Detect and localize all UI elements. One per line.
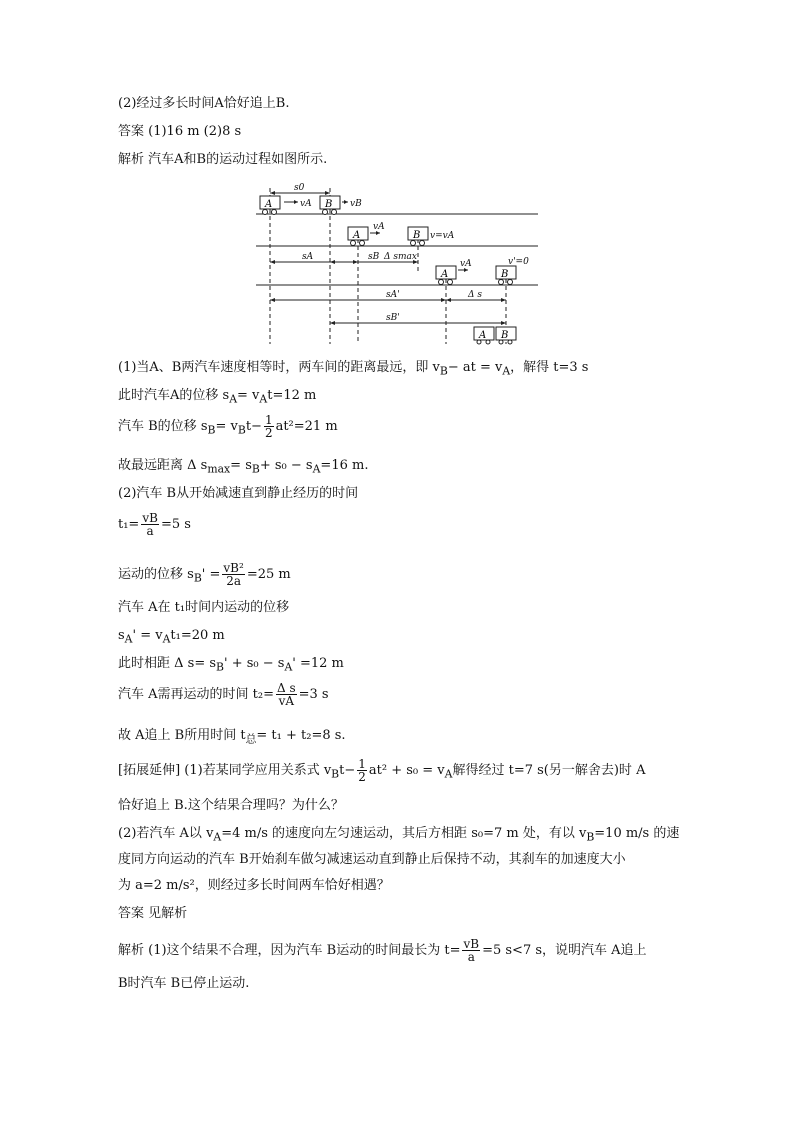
label-s0: s0 bbox=[294, 183, 305, 193]
sol-line-3: 汽车 B的位移 $s_B= v_Bt-$ $\frac{1}{2}$ at²=21 m bbox=[118, 413, 338, 440]
car-b-final bbox=[496, 327, 516, 344]
sol-line-7: 运动的位移 $s_B'$ = $\frac{\text{vB²}}{2a}$ =25 m bbox=[118, 561, 291, 588]
fraction-ds-over-va: $\frac{\text{Δ s}}{vA}$ bbox=[276, 681, 296, 708]
extension-line-3: (2)若汽车 A以 $v_A=4$ m/s 的速度向左匀速运动，其后方相距 s₀=7 m 处，有以 $v_B=10$ m/s 的速 bbox=[118, 826, 680, 844]
label-v-equal: v=vA bbox=[430, 231, 455, 241]
label-va-2: vA bbox=[373, 222, 385, 232]
sol-line-4: 故最远距离 Δ $s_{max}= s_B+ s_0 - s_A=16$ m. bbox=[118, 458, 369, 476]
answer-2: 答案 见解析 bbox=[118, 906, 188, 921]
svg-text:B: B bbox=[325, 199, 333, 210]
answer-line: 答案 (1)16 m (2)8 s bbox=[118, 124, 242, 139]
svg-text:A: A bbox=[479, 330, 487, 341]
extension-line-5: 为 a=2 m/s²，则经过多长时间两车恰好相遇？ bbox=[118, 878, 390, 893]
label-sa-prime: sA' bbox=[386, 290, 400, 300]
final-analysis-line-1: 解析 (1)这个结果不合理，因为汽车 B运动的时间最长为 t= $\frac{vB}{a}$ =5 s<7 s，说明汽车 A追上 bbox=[118, 937, 647, 964]
fraction-vb-over-a-2: $\frac{vB}{a}$ bbox=[463, 937, 480, 964]
car-a-final bbox=[474, 327, 494, 344]
fraction-vb-over-a: $\frac{vB}{a}$ bbox=[142, 511, 158, 538]
label-va: vA bbox=[300, 199, 312, 209]
label-sa: sA bbox=[302, 252, 314, 262]
sol-line-2: 此时汽车A的位移 $s_A= v_At=12$ m bbox=[118, 388, 317, 406]
label-va-3: vA bbox=[460, 259, 472, 269]
label-vb: vB bbox=[350, 199, 362, 209]
sol-line-5: (2)汽车 B从开始减速直到静止经历的时间 bbox=[118, 486, 359, 501]
sol-line-8: 汽车 A在 t₁时间内运动的位移 bbox=[118, 600, 290, 615]
sol-line-10: 此时相距 Δ $s= s_B' + s_0 - s_A' =12$ m bbox=[118, 656, 344, 674]
svg-text:A: A bbox=[353, 230, 361, 241]
extension-line-4: 度同方向运动的汽车 B开始刹车做匀减速运动直到静止后保持不动，其刹车的加速度大小 bbox=[118, 852, 626, 867]
sol-line-12: 故 A追上 B所用时间 $t_总= t_1 + t_2=8$ s. bbox=[118, 728, 346, 746]
svg-text:A: A bbox=[265, 199, 273, 210]
extension-line-2: 恰好追上 B.这个结果合理吗？为什么？ bbox=[118, 798, 344, 813]
sol-line-9: $s_A' = v_At_1=20$ m bbox=[118, 628, 225, 646]
svg-text:B: B bbox=[501, 269, 509, 280]
fraction-vb2-over-2a: $\frac{\text{vB²}}{2a}$ bbox=[223, 561, 244, 588]
extension-line-1: [拓展延伸] (1)若某同学应用关系式 $v_Bt-$ $\frac{1}{2}$ $at^2 + s_0 = v_A$解得经过 t=7 s(另一解舍去)时 A bbox=[118, 757, 646, 784]
label-v-zero: v'=0 bbox=[508, 257, 529, 267]
label-sb: sB bbox=[368, 252, 380, 262]
label-ds-max: Δ smax bbox=[384, 252, 417, 262]
sol-line-1: (1)当A、B两汽车速度相等时，两车间的距离最远，即 $v_B-$ at = $v_A$，解得 t=3 s bbox=[118, 360, 589, 378]
label-ds: Δ s bbox=[468, 290, 482, 300]
label-sb-prime: sB' bbox=[386, 313, 400, 323]
fraction-half: $\frac{1}{2}$ bbox=[264, 413, 273, 440]
svg-text:A: A bbox=[441, 269, 449, 280]
final-analysis-line-2: B时汽车 B已停止运动. bbox=[118, 976, 250, 991]
analysis-intro: 解析 汽车A和B的运动过程如图所示. bbox=[118, 152, 328, 167]
svg-text:B: B bbox=[413, 230, 421, 241]
sol-line-6: t₁= $\frac{vB}{a}$ =5 s bbox=[118, 511, 191, 538]
motion-diagram bbox=[250, 182, 545, 345]
question-2: (2)经过多长时间A恰好追上B. bbox=[118, 96, 290, 111]
fraction-half-2: $\frac{1}{2}$ bbox=[358, 757, 366, 784]
svg-text:B: B bbox=[501, 330, 509, 341]
sol-line-11: 汽车 A需再运动的时间 t₂= $\frac{\text{Δ s}}{vA}$ =3 s bbox=[118, 681, 329, 708]
